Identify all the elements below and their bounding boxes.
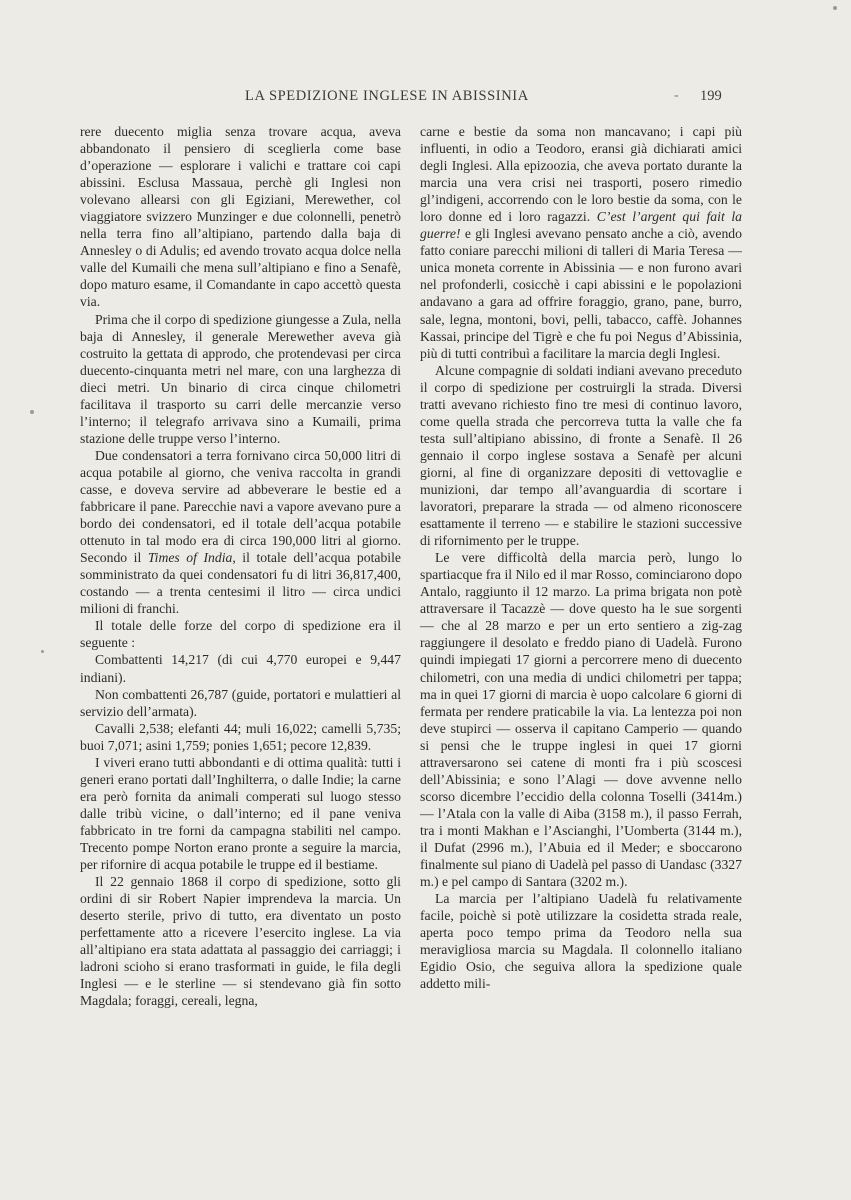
paragraph: La marcia per l’altipiano Uadelà fu relativamente facile, poichè si potè utilizzare la cosidetta strada reale, aperta poco tempo prima da Teodoro nella sua meravigliosa marcia su Magdala. Il colonnello italiano Egidio Osio, che seguiva allora la spedizione quale addetto mili-	[420, 891, 742, 992]
paragraph-text: , il totale dell’acqua potabile somministrato da quei condensatori fu di litri 36,817,400, costando — a trenta centesimi il litro — circa undici milioni di franchi.	[80, 550, 401, 617]
header-dash: -	[674, 88, 679, 103]
paragraph-text: carne e bestie da soma non mancavano; i capi più influenti, in odio a Teodoro, eransi già dichiarati amici degli Inglesi. Alla epizoozia, che aveva portato durante la marcia una vera crisi nei trasporti, posero rimedio gl’indigeni, accorrendo con le loro bestie da soma, con le loro donne ed i loro ragazzi.	[420, 124, 742, 225]
paragraph: Il 22 gennaio 1868 il corpo di spedizione, sotto gli ordini di sir Robert Napier imprendeva la marcia. Un deserto sterile, privo di tutto, era diventato un posto perfettamente atto a ricevere l’esercito inglese. La via all’altipiano era stata adattata al passaggio dei carriaggi; i ladroni scioho si erano trasformati in guide, le fila degli Inglesi — e le sterline — si stendevano già fin sotto Magdala; foraggi, cereali, legna,	[80, 874, 401, 1009]
page-number: 199	[700, 88, 722, 104]
paragraph-text: Due condensatori a terra fornivano circa 50,000 litri di acqua potabile al giorno, che veniva raccolta in grandi casse, e doveva servire ad abbeverare le bestie ed a fabbricare il pane. Parecchie navi a vapore avevano pure a bordo dei condensatori, ed il totale dell’acqua potabile ottenuto in tal modo era di circa 190,000 litri al giorno. Secondo il	[80, 447, 401, 566]
paragraph: Alcune compagnie di soldati indiani avevano preceduto il corpo di spedizione per costruirgli la strada. Diversi tratti avevano richiesto fino tre mesi di continuo lavoro, come quella strada che percorreva tutta la valle che fa testa sull’altipiano abissino, di fronte a Senafè. Il 26 gennaio il corpo inglese sostava a Senafè per alcuni giorni, al fine di organizzare depositi di vettovaglie e munizioni, dar tempo all’avanguardia di scortare i lavoratori, preparare la strada — od almeno riconoscere esattamente il terreno — e stabilire le stazioni successive di rifornimento per le truppe.	[420, 362, 742, 549]
right-column	[420, 123, 742, 992]
paragraph: Prima che il corpo di spedizione giungesse a Zula, nella baja di Annesley, il generale Merewether aveva già costruito la gettata di approdo, che protendevasi per circa duecento-cinquanta metri nel mare, con una larghezza di dieci metri. Un binario di circa cinque chilometri facilitava il trasporto su carri delle mercanzie verso l’interno; il telegrafo arrivava sino a Kumaili, prima stazione delle truppe verso l’interno.	[80, 311, 401, 446]
paper-speck	[30, 410, 34, 414]
paragraph: I viveri erano tutti abbondanti e di ottima qualità: tutti i generi erano portati dall’Inghilterra, o dalle Indie; la carne era però fornita da animali comperati sul luogo stesso dalle tribù vicine, o dall’interno; ed il pane veniva fabbricato in tre forni da campagna stabiliti nel campo. Trecento pompe Norton erano pronte a seguire la marcia, per rifornire di acqua potabile le truppe ed il bestiame.	[80, 754, 401, 873]
running-title: LA SPEDIZIONE INGLESE IN ABISSINIA	[245, 88, 529, 104]
paragraph-text: e gli Inglesi avevano pensato anche a ciò, avendo fatto coniare parecchi milioni di talleri di Maria Teresa — unica moneta corrente in Abissinia — e non furono avari nel profonderli, cosicchè i capi abissini e le popolazioni andavano a gara ad offrire foraggio, grano, pane, burro, sale, legna, montoni, bovi, pelli, tabacco, caffè. Johannes Kassai, principe del Tigrè e che fu poi Negus d’Abissinia, più di tutti contribuì a facilitare la marcia degli Inglesi.	[420, 226, 742, 361]
paragraph: Combattenti 14,217 (di cui 4,770 europei e 9,447 indiani).	[80, 652, 401, 685]
italic-title: Times of India	[147, 550, 233, 566]
paragraph: Non combattenti 26,787 (guide, portatori e mulattieri al servizio dell’armata).	[80, 686, 401, 719]
left-column	[80, 123, 401, 1009]
paragraph: Il totale delle forze del corpo di spedizione era il seguente :	[80, 618, 401, 651]
paragraph: rere duecento miglia senza trovare acqua, aveva abbandonato il pensiero di sceglierla come base d’operazione — esplorare i valichi e trattare coi capi abissini. Esclusa Massaua, perchè gli Inglesi non volevano allearsi con gli Egiziani, Merewether, col viaggiatore svizzero Munzinger e due colonnelli, penetrò nella terra fino all’altipiano, partendo dalla baja di Annesley o di Adulis; ed avendo trovato acqua dolce nella valle del Kumaili che mena sull’altipiano e fino a Senafè, dopo maturo esame, il Comandante in capo accettò questa via.	[80, 124, 401, 310]
paper-speck	[833, 6, 837, 10]
paragraph	[420, 123, 742, 362]
italic-quote: C’est l’argent qui fait la guerre!	[420, 209, 742, 242]
paper-speck	[41, 650, 44, 653]
paragraph: Cavalli 2,538; elefanti 44; muli 16,022; camelli 5,735; buoi 7,071; asini 1,759; ponies 1,651; pecore 12,839.	[80, 720, 401, 753]
paragraph	[80, 447, 401, 617]
paragraph: Le vere difficoltà della marcia però, lungo lo spartiacque fra il Nilo ed il mar Rosso, cominciarono dopo Antalo, raggiunto il 12 marzo. La prima brigata non potè attraversare il Tacazzè — dove questo ha le sue sorgenti — che al 28 marzo e per un erto sentiero a zig-zag raggiungere il desolato e freddo piano di Uadelà. Furono quindi impiegati 17 giorni a percorrere meno di duecento chilometri, con una media di undici chilometri per tappa; ma in quei 17 giorni di marcia è uopo calcolare 6 giorni di fermata per rendere praticabile la via. La lentezza poi non deve stupirci — osserva il capitano Camperio — quando si pensi che le truppe inglesi in quei 17 giorni attraversarono sei catene di monti fra i più scoscesi dell’Abissinia; e sono l’Alagi — dove avvenne nello scorso dicembre l’eccidio della colonna Toselli (3414m.) — l’Atala con la valle di Aiba (3158 m.), il passo Ferrah, tra i monti Makhan e l’Ascianghi, l’Uomberta (3144 m.), il Dufat (2996 m.), l’Abuia ed il Meder; e sboccarono finalmente sul piano di Uadelà pel passo di Uandasc (3327 m.) e pel campo di Santara (3202 m.).	[420, 550, 742, 890]
running-header	[0, 88, 851, 110]
